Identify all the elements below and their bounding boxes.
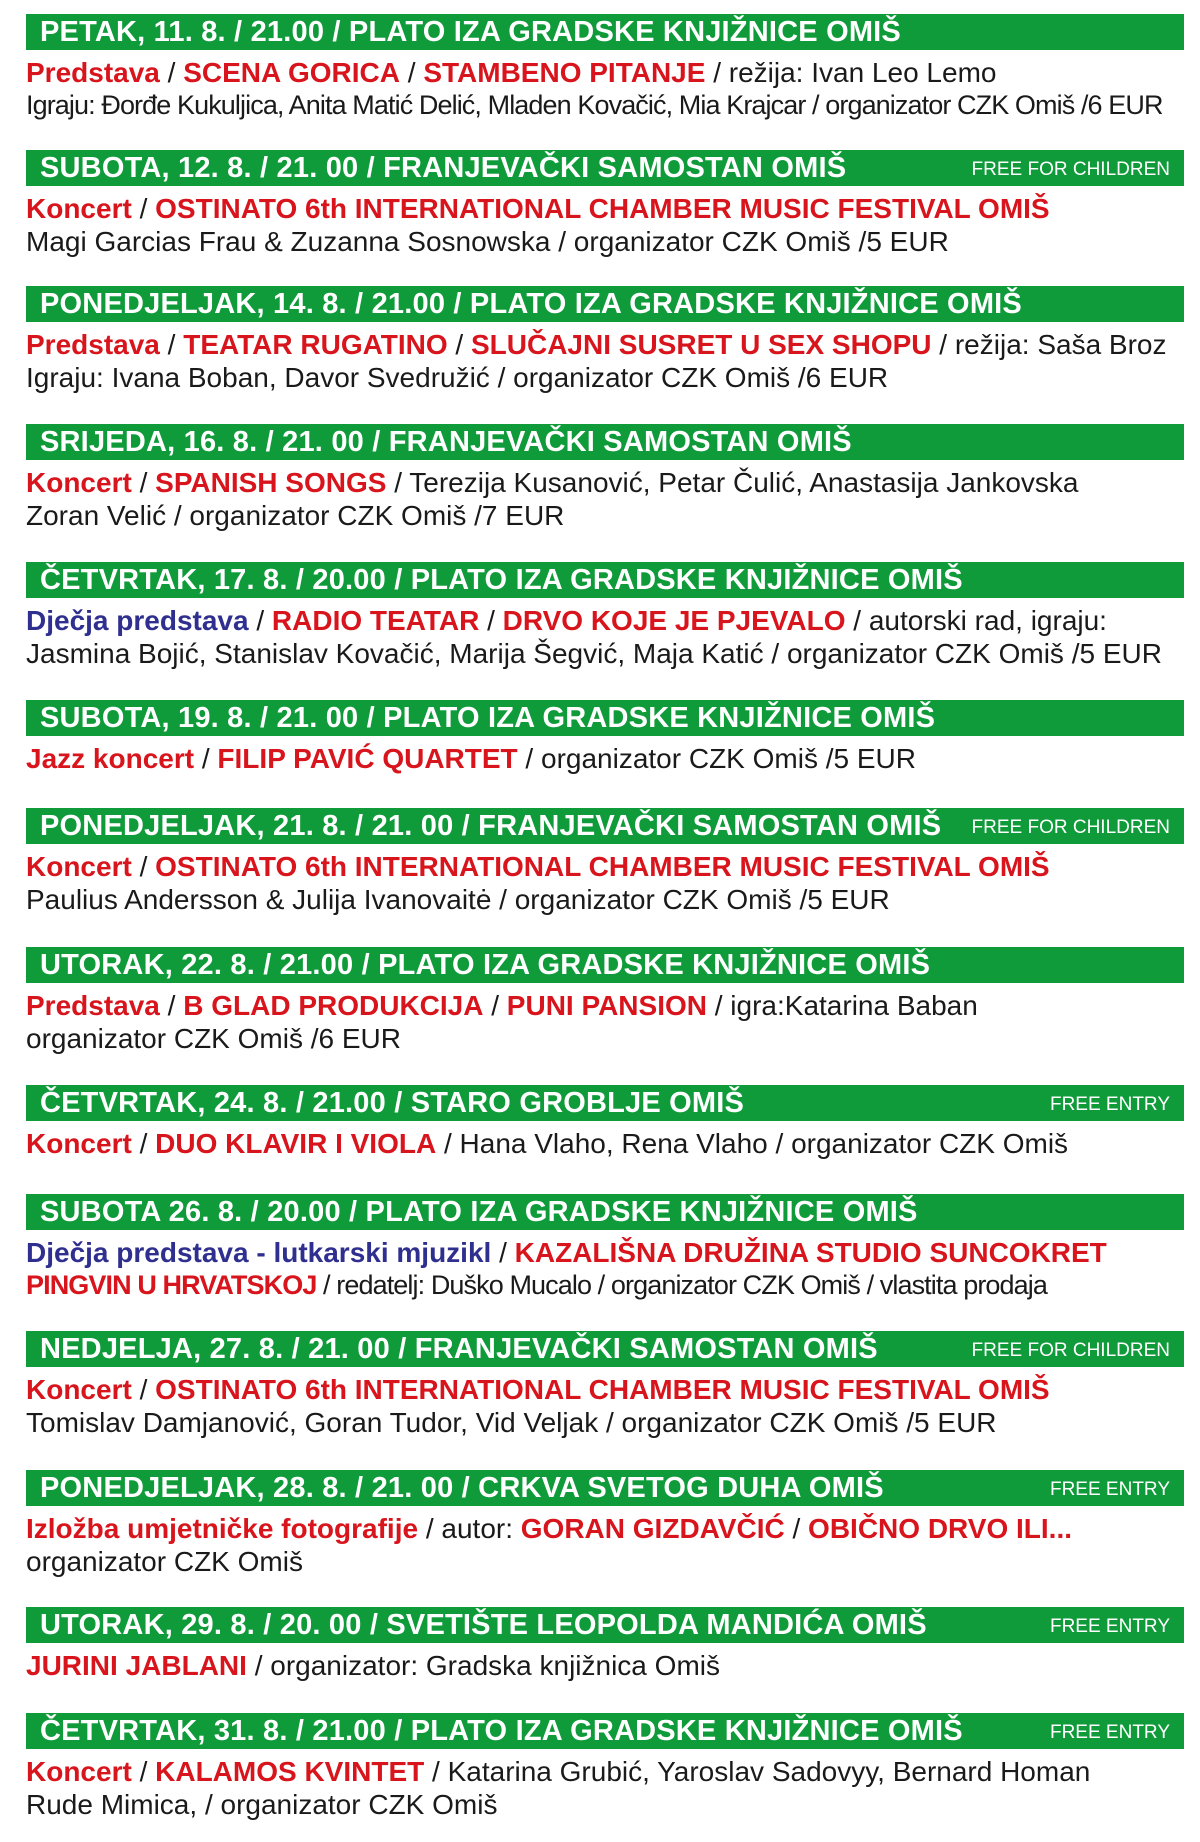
highlight-text: PINGVIN U HRVATSKOJ	[26, 1270, 317, 1300]
event-header-text: PETAK, 11. 8. / 21.00 / PLATO IZA GRADSKE KNJIŽNICE OMIŠ	[40, 16, 901, 48]
detail-text: /	[159, 990, 184, 1021]
event-block	[26, 1331, 1184, 1439]
event-detail-line	[26, 850, 1184, 883]
highlight-text: Jazz koncert	[26, 743, 195, 774]
event-block	[26, 14, 1184, 122]
event-header	[26, 1470, 1184, 1506]
detail-text: /	[479, 605, 503, 636]
event-block	[26, 424, 1184, 532]
highlight-text: Koncert	[26, 1128, 132, 1159]
event-detail-line	[26, 1269, 1184, 1302]
detail-text: /	[399, 57, 424, 88]
event-header	[26, 562, 1184, 598]
event-header	[26, 150, 1184, 186]
event-detail-line	[26, 1788, 1184, 1821]
highlight-text: Koncert	[26, 467, 132, 498]
highlight-text: OBIČNO DRVO ILI...	[808, 1513, 1072, 1544]
event-block	[26, 286, 1184, 394]
detail-text: organizator CZK Omiš /6 EUR	[26, 1023, 401, 1054]
event-detail-line	[26, 1649, 1184, 1682]
highlight-text: Predstava	[26, 57, 160, 88]
highlight-text: SLUČAJNI SUSRET U SEX SHOPU	[470, 329, 932, 360]
event-header-text: UTORAK, 29. 8. / 20. 00 / SVETIŠTE LEOPOLDA MANDIĆA OMIŠ	[40, 1609, 927, 1641]
highlight-text: RADIO TEATAR	[271, 605, 480, 636]
highlight-text: Dječja predstava	[26, 605, 249, 636]
detail-text: Igraju: Đorđe Kukuljica, Anita Matić Delić, Mladen Kovačić, Mia Krajcar / organizator CZK Omiš /6 EUR	[26, 90, 1163, 120]
event-header-text: ČETVRTAK, 24. 8. / 21.00 / STARO GROBLJE OMIŠ	[40, 1087, 745, 1119]
event-detail-line	[26, 604, 1184, 637]
detail-text: /	[131, 193, 156, 224]
detail-text: /	[784, 1513, 809, 1544]
highlight-text: SPANISH SONGS	[155, 467, 387, 498]
detail-text: Magi Garcias Frau & Zuzanna Sosnowska / organizator CZK Omiš /5 EUR	[26, 226, 949, 257]
event-detail-line	[26, 1373, 1184, 1406]
event-detail-line	[26, 989, 1184, 1022]
detail-text: /	[447, 329, 471, 360]
event-detail-line	[26, 1127, 1184, 1160]
event-header	[26, 1331, 1184, 1367]
event-header-text: SUBOTA, 12. 8. / 21. 00 / FRANJEVAČKI SAMOSTAN OMIŠ	[40, 152, 847, 184]
detail-text: /	[159, 329, 184, 360]
event-detail-line	[26, 1512, 1184, 1545]
highlight-text: Koncert	[26, 193, 132, 224]
event-detail-line	[26, 466, 1184, 499]
detail-text: /	[131, 467, 156, 498]
entry-badge: FREE FOR CHILDREN	[971, 1340, 1170, 1361]
event-detail-line	[26, 1545, 1184, 1578]
highlight-text: SCENA GORICA	[183, 57, 400, 88]
detail-text: / Hana Vlaho, Rena Vlaho / organizator CZK Omiš	[436, 1128, 1069, 1159]
event-header	[26, 947, 1184, 983]
highlight-text: Izložba umjetničke fotografije	[26, 1513, 419, 1544]
event-block	[26, 700, 1184, 775]
entry-badge: FREE FOR CHILDREN	[971, 159, 1170, 180]
detail-text: /	[491, 1237, 515, 1268]
detail-text: /	[483, 990, 507, 1021]
event-detail-line	[26, 637, 1184, 670]
event-detail-line	[26, 1755, 1184, 1788]
detail-text: / Terezija Kusanović, Petar Čulić, Anastasija Jankovska	[386, 467, 1079, 498]
event-detail-line	[26, 89, 1184, 122]
detail-text: /	[159, 57, 184, 88]
detail-text: Rude Mimica, / organizator CZK Omiš	[26, 1789, 498, 1820]
event-header-text: NEDJELJA, 27. 8. / 21. 00 / FRANJEVAČKI SAMOSTAN OMIŠ	[40, 1333, 878, 1365]
event-header	[26, 1713, 1184, 1749]
highlight-text: Koncert	[26, 1756, 132, 1787]
event-detail-line	[26, 56, 1184, 89]
highlight-text: JURINI JABLANI	[26, 1650, 247, 1681]
highlight-text: PUNI PANSION	[506, 990, 707, 1021]
highlight-text: KALAMOS KVINTET	[155, 1756, 425, 1787]
detail-text: / autor:	[418, 1513, 521, 1544]
detail-text: /	[131, 1128, 156, 1159]
event-detail-line	[26, 361, 1184, 394]
event-detail-line	[26, 499, 1184, 532]
detail-text: Tomislav Damjanović, Goran Tudor, Vid Veljak / organizator CZK Omiš /5 EUR	[26, 1407, 997, 1438]
event-detail-line	[26, 225, 1184, 258]
highlight-text: DRVO KOJE JE PJEVALO	[502, 605, 846, 636]
event-header-text: SRIJEDA, 16. 8. / 21. 00 / FRANJEVAČKI SAMOSTAN OMIŠ	[40, 426, 852, 458]
detail-text: Igraju: Ivana Boban, Davor Svedružić / organizator CZK Omiš /6 EUR	[26, 362, 889, 393]
highlight-text: Predstava	[26, 329, 160, 360]
highlight-text: B GLAD PRODUKCIJA	[183, 990, 484, 1021]
event-block	[26, 808, 1184, 916]
highlight-text: STAMBENO PITANJE	[423, 57, 706, 88]
detail-text: / režija: Saša Broz	[931, 329, 1167, 360]
event-header	[26, 1194, 1184, 1230]
event-block	[26, 1713, 1184, 1821]
detail-text: organizator CZK Omiš	[26, 1546, 303, 1577]
detail-text: / režija: Ivan Leo Lemo	[705, 57, 997, 88]
event-block	[26, 1085, 1184, 1160]
detail-text: / organizator CZK Omiš /5 EUR	[517, 743, 916, 774]
detail-text: / redatelj: Duško Mucalo / organizator CZK Omiš / vlastita prodaja	[316, 1270, 1047, 1300]
detail-text: Paulius Andersson & Julija Ivanovaitė / organizator CZK Omiš /5 EUR	[26, 884, 890, 915]
entry-badge: FREE ENTRY	[1049, 1094, 1170, 1115]
detail-text: /	[248, 605, 272, 636]
event-header	[26, 14, 1184, 50]
detail-text: / autorski rad, igraju:	[845, 605, 1107, 636]
event-header	[26, 424, 1184, 460]
event-detail-line	[26, 192, 1184, 225]
event-detail-line	[26, 883, 1184, 916]
event-block	[26, 1194, 1184, 1302]
detail-text: / igra:Katarina Baban	[706, 990, 978, 1021]
entry-badge: FREE ENTRY	[1049, 1722, 1170, 1743]
highlight-text: Dječja predstava - lutkarski mjuzikl	[26, 1237, 492, 1268]
highlight-text: GORAN GIZDAVČIĆ	[520, 1513, 785, 1544]
detail-text: /	[131, 1756, 156, 1787]
event-detail-line	[26, 1236, 1184, 1269]
highlight-text: FILIP PAVIĆ QUARTET	[217, 743, 518, 774]
event-detail-line	[26, 1022, 1184, 1055]
event-block	[26, 1470, 1184, 1578]
event-header	[26, 808, 1184, 844]
event-header-text: ČETVRTAK, 17. 8. / 20.00 / PLATO IZA GRADSKE KNJIŽNICE OMIŠ	[40, 564, 963, 596]
entry-badge: FREE ENTRY	[1049, 1479, 1170, 1500]
highlight-text: OSTINATO 6th INTERNATIONAL CHAMBER MUSIC FESTIVAL OMIŠ	[155, 851, 1050, 882]
event-header-text: SUBOTA, 19. 8. / 21. 00 / PLATO IZA GRADSKE KNJIŽNICE OMIŠ	[40, 702, 936, 734]
event-header-text: PONEDJELJAK, 21. 8. / 21. 00 / FRANJEVAČKI SAMOSTAN OMIŠ	[40, 810, 942, 842]
event-header	[26, 1085, 1184, 1121]
highlight-text: TEATAR RUGATINO	[183, 329, 448, 360]
highlight-text: Koncert	[26, 851, 132, 882]
detail-text: / organizator: Gradska knjižnica Omiš	[246, 1650, 720, 1681]
event-block	[26, 150, 1184, 258]
event-header	[26, 286, 1184, 322]
event-header	[26, 1607, 1184, 1643]
detail-text: /	[194, 743, 218, 774]
detail-text: /	[131, 851, 156, 882]
detail-text: / Katarina Grubić, Yaroslav Sadovyy, Bernard Homan	[424, 1756, 1091, 1787]
detail-text: Jasmina Bojić, Stanislav Kovačić, Marija Šegvić, Maja Katić / organizator CZK Omiš /5 EUR	[26, 638, 1162, 669]
highlight-text: KAZALIŠNA DRUŽINA STUDIO SUNCOKRET	[514, 1237, 1107, 1268]
event-header-text: PONEDJELJAK, 14. 8. / 21.00 / PLATO IZA GRADSKE KNJIŽNICE OMIŠ	[40, 288, 1022, 320]
event-header-text: PONEDJELJAK, 28. 8. / 21. 00 / CRKVA SVETOG DUHA OMIŠ	[40, 1472, 884, 1504]
event-detail-line	[26, 328, 1184, 361]
highlight-text: DUO KLAVIR I VIOLA	[155, 1128, 437, 1159]
event-detail-line	[26, 1406, 1184, 1439]
event-detail-line	[26, 742, 1184, 775]
event-header-text: UTORAK, 22. 8. / 21.00 / PLATO IZA GRADSKE KNJIŽNICE OMIŠ	[40, 949, 931, 981]
highlight-text: OSTINATO 6th INTERNATIONAL CHAMBER MUSIC FESTIVAL OMIŠ	[155, 1374, 1050, 1405]
highlight-text: OSTINATO 6th INTERNATIONAL CHAMBER MUSIC FESTIVAL OMIŠ	[155, 193, 1050, 224]
detail-text: /	[131, 1374, 156, 1405]
highlight-text: Koncert	[26, 1374, 132, 1405]
event-header-text: SUBOTA 26. 8. / 20.00 / PLATO IZA GRADSKE KNJIŽNICE OMIŠ	[40, 1196, 918, 1228]
event-block	[26, 947, 1184, 1055]
entry-badge: FREE ENTRY	[1049, 1616, 1170, 1637]
event-block	[26, 562, 1184, 670]
entry-badge: FREE FOR CHILDREN	[971, 817, 1170, 838]
event-header-text: ČETVRTAK, 31. 8. / 21.00 / PLATO IZA GRADSKE KNJIŽNICE OMIŠ	[40, 1715, 963, 1747]
detail-text: Zoran Velić / organizator CZK Omiš /7 EUR	[26, 500, 565, 531]
highlight-text: Predstava	[26, 990, 160, 1021]
event-header	[26, 700, 1184, 736]
event-block	[26, 1607, 1184, 1682]
